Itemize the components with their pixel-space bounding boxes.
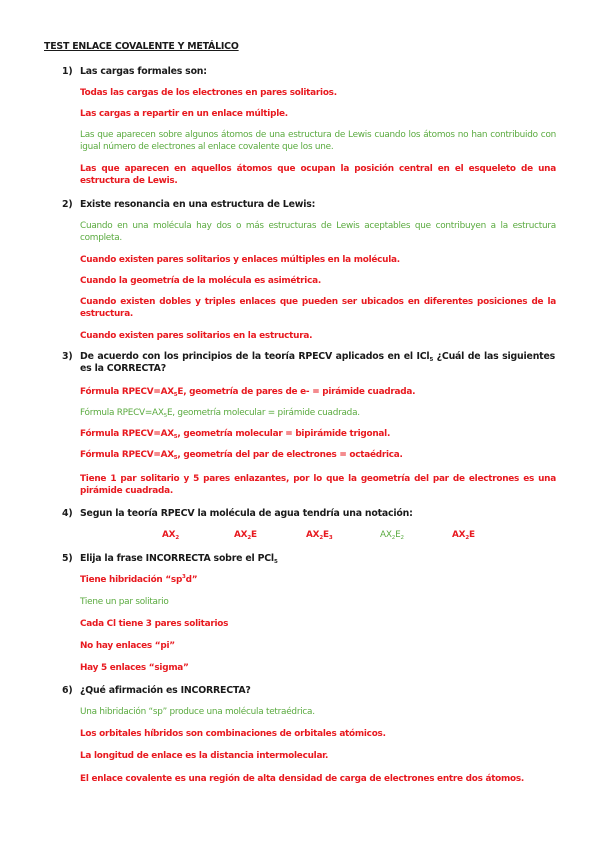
- q6-option-1: Una hibridación “sp” produce una molécula tetraédrica.: [80, 707, 315, 717]
- q3-option-3: Fórmula $RPECV=AX_5$, geometría molecular = bipirámide trigonal.: [80, 429, 391, 440]
- question-text: Existe resonancia en una estructura de Lewis:: [80, 199, 316, 210]
- question-text: Segun la teoría RPECV la molécula de agua tendría una notación:: [80, 508, 413, 519]
- question-text: Elija la frase INCORRECTA sobre el PCl$_5$: [80, 553, 278, 565]
- q6-option-3: La longitud de enlace es la distancia intermolecular.: [80, 751, 329, 761]
- q4-option-2: $AX_2E$: [234, 530, 257, 541]
- question-text: Las cargas formales son:: [80, 66, 207, 77]
- q2-option-3: Cuando la geometría de la molécula es asimétrica.: [80, 276, 321, 286]
- document-title: TEST ENLACE COVALENTE Y METÁLICO: [44, 41, 239, 52]
- q1-option-3: Las que aparecen sobre algunos átomos de una estructura de Lewis cuando los átomos no han contribuido con igual número de electrones al enlace covalente que los une.: [80, 130, 556, 152]
- q5-option-2: Tiene un par solitario: [80, 597, 169, 607]
- question-text: De acuerdo con los principios de la teoría RPECV aplicados en el ICl$_5$ ¿Cuál de las siguientes es la CORRECTA?: [80, 351, 555, 374]
- q6-option-2: Los orbitales híbridos son combinaciones de orbitales atómicos.: [80, 729, 386, 739]
- q4-option-3: $AX_2E_3$: [306, 530, 333, 541]
- q3-option-1: Fórmula $RPECV=AX_5E$, geometría de pares de e- = pirámide cuadrada.: [80, 387, 416, 398]
- q2-option-5: Cuando existen pares solitarios en la estructura.: [80, 331, 313, 341]
- question-number: 3): [62, 351, 73, 362]
- q2-option-4: Cuando existen dobles y triples enlaces que pueden ser ubicados en diferentes posiciones de la estructura.: [80, 297, 556, 319]
- question-number: 2): [62, 199, 73, 210]
- q4-option-5: $AX_2E$: [452, 530, 475, 541]
- question-number: 6): [62, 685, 73, 696]
- q1-option-1: Todas las cargas de los electrones en pares solitarios.: [80, 88, 337, 98]
- q5-option-1: Tiene hibridación “$sp^3d$”: [80, 574, 198, 585]
- q1-option-2: Las cargas a repartir en un enlace múltiple.: [80, 109, 288, 119]
- question-number: 4): [62, 508, 73, 519]
- q2-option-1: Cuando en una molécula hay dos o más estructuras de Lewis aceptables que contribuyen a la estructura completa.: [80, 221, 556, 243]
- question-number: 1): [62, 66, 73, 77]
- q6-option-4: El enlace covalente es una región de alta densidad de carga de electrones entre dos átomos.: [80, 774, 525, 784]
- q5-option-3: Cada Cl tiene 3 pares solitarios: [80, 619, 229, 629]
- q4-option-4: $AX_2E_2$: [380, 530, 404, 541]
- q3-option-2: Fórmula $RPECV=AX_5E$, geometría molecular = pirámide cuadrada.: [80, 408, 360, 419]
- q1-option-4: Las que aparecen en aquellos átomos que ocupan la posición central en el esqueleto de una estructura de Lewis.: [80, 164, 556, 186]
- q2-option-2: Cuando existen pares solitarios y enlaces múltiples en la molécula.: [80, 255, 400, 265]
- question-text: ¿Qué afirmación es INCORRECTA?: [80, 685, 251, 696]
- question-number: 5): [62, 553, 73, 564]
- q3-option-5: Tiene 1 par solitario y 5 pares enlazantes, por lo que la geometría del par de electrones es una pirámide cuadrada.: [80, 474, 556, 496]
- q5-option-5: Hay 5 enlaces “sigma”: [80, 663, 189, 673]
- q3-option-4: Fórmula $RPECV=AX_5$, geometría del par de electrones = octaédrica.: [80, 450, 403, 461]
- q4-option-1: $AX_2$: [162, 530, 179, 541]
- q5-option-4: No hay enlaces “pi”: [80, 641, 175, 651]
